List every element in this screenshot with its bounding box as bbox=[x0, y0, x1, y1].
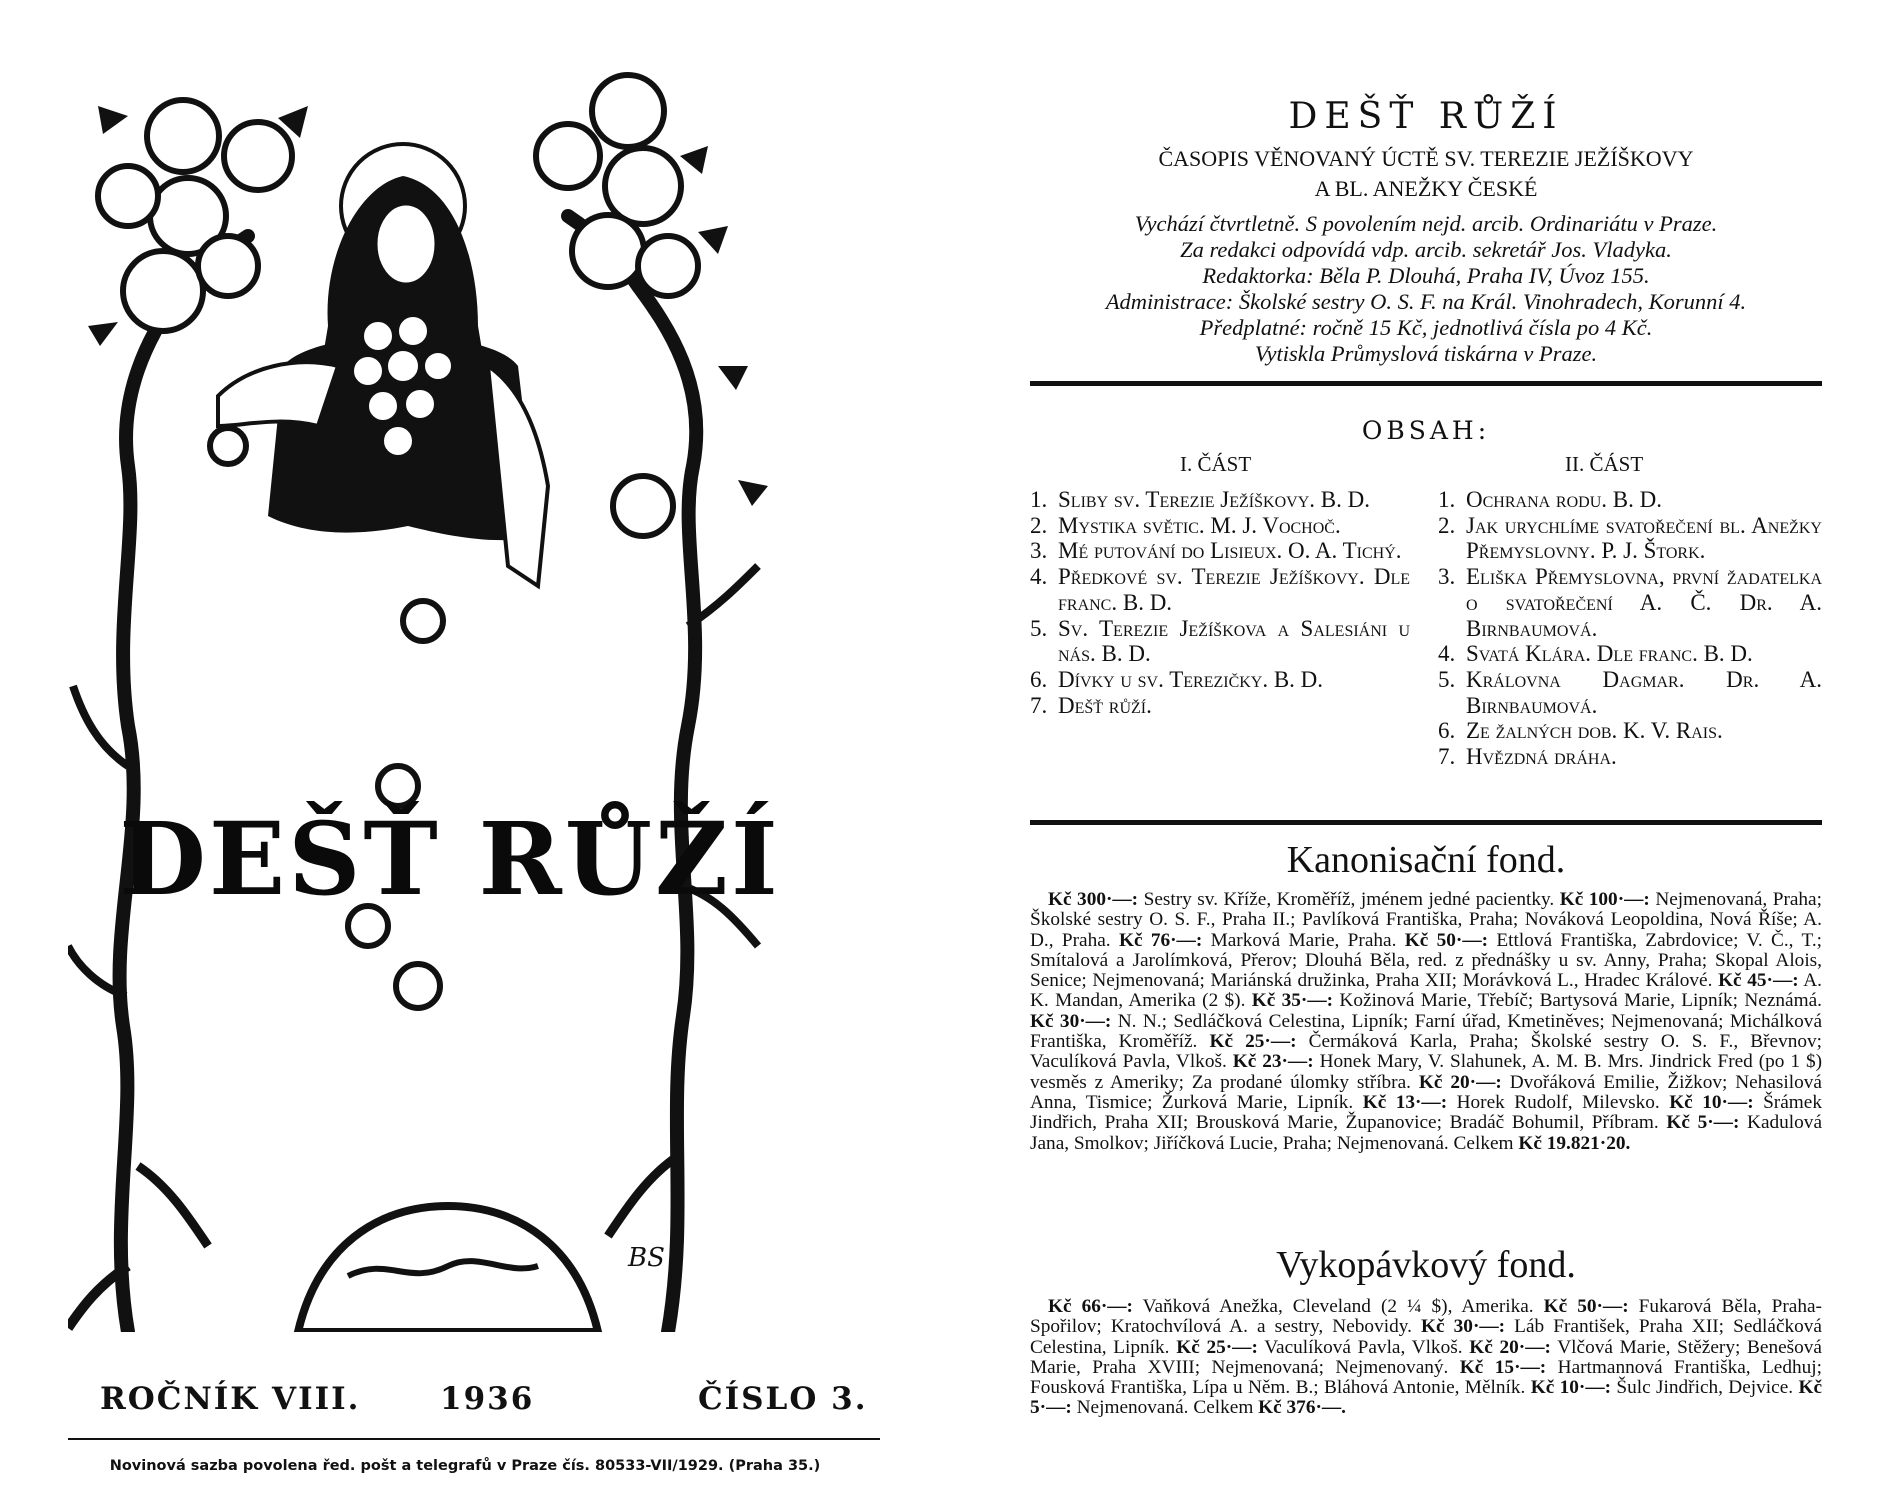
imprint-line: Vychází čtvrtletně. S povolením nejd. arcib. Ordinariátu v Praze. bbox=[1134, 211, 1718, 236]
donor-list: Ettlová Františka, Zabrdovice; V. Č., T.; Smítalová a Jarolímková, Přerov; Dlouhá Běla, red. z přednášky u sv. Anny, Praha; Skopal Alois, Senice; Nejmenovaná; Mariánská družinka, Praha XII; Morávková L., Hradec Králové. bbox=[1030, 929, 1822, 992]
donor-list: Honek Mary, V. Slahunek, A. M. B. Mrs. Jindrick Fred (po 1 $) vesměs z Ameriky; Za prodané úlomky stříbra. bbox=[1030, 1051, 1823, 1093]
toc-item bbox=[1030, 564, 1410, 615]
donation-amount: Kč 30·—: bbox=[1030, 1010, 1112, 1032]
toc-number: 4. bbox=[1438, 641, 1456, 667]
donor-list: Vlčová Marie, Stěžery; Benešová Marie, Praha XVIII; Nejmenovaná; Nejmenovaný. bbox=[1030, 1336, 1822, 1378]
part-1-list bbox=[1030, 487, 1410, 718]
toc-number: 5. bbox=[1030, 615, 1048, 641]
donor-list: Horek Rudolf, Milevsko. bbox=[1456, 1091, 1660, 1113]
donation-amount: Kč 50·—: bbox=[1404, 929, 1489, 951]
toc-item bbox=[1030, 487, 1410, 513]
donor-list: Marková Marie, Praha. bbox=[1210, 929, 1397, 951]
toc-title: Sliby sv. Terezie Ježíškovy. B. D. bbox=[1058, 487, 1370, 512]
toc-number: 1. bbox=[1030, 487, 1048, 512]
volume-label: ROČNÍK VIII. bbox=[100, 1381, 361, 1417]
year-label: 1936 bbox=[440, 1381, 535, 1417]
toc-item bbox=[1438, 744, 1822, 770]
donation-amount: Kč 35·—: bbox=[1251, 990, 1334, 1012]
toc-number: 3. bbox=[1438, 564, 1456, 590]
donor-list: Kožinová Marie, Třebíč; Bartysová Marie, Lipník; Neznámá. bbox=[1339, 990, 1822, 1012]
cover-title: DEŠŤ RŮŽÍ bbox=[119, 800, 781, 918]
contents-heading: OBSAH: bbox=[1361, 416, 1491, 445]
toc-title: Dívky u sv. Terezičky. B. D. bbox=[1058, 666, 1324, 692]
toc-number: 4. bbox=[1030, 564, 1048, 590]
toc-title: Ochrana rodu. B. D. bbox=[1466, 487, 1662, 512]
imprint-line: Předplatné: ročně 15 Kč, jednotlivá čísla po 4 Kč. bbox=[1199, 315, 1653, 340]
donor-list: N. N.; Sedláčková Celestina, Lipník; Farní úřad, Kmetiněves; Nejmenovaná; Michálková Františka, Kroměříž. bbox=[1030, 1010, 1822, 1053]
toc-title: Ze žalných dob. K. V. Rais. bbox=[1466, 718, 1723, 744]
total-label: Celkem bbox=[1193, 1397, 1254, 1419]
postal-note: Novinová sazba povolena řed. pošt a telegrafů v Praze čís. 80533-VII/1929. (Praha 35.) bbox=[109, 1458, 821, 1474]
toc-item bbox=[1030, 693, 1410, 719]
right-vine bbox=[568, 216, 696, 1332]
toc-title: Mystika světic. M. J. Vochoč. bbox=[1058, 512, 1341, 538]
donor-list: Nejmenovaná. bbox=[1076, 1397, 1189, 1419]
cover-divider bbox=[68, 1438, 880, 1440]
toc-item bbox=[1438, 641, 1822, 667]
toc-item bbox=[1030, 513, 1410, 539]
toc-title: Jak urychlíme svatořečení bl. Anežky Přemyslovny. P. J. Štork. bbox=[1466, 512, 1822, 564]
donation-amount: Kč 25·—: bbox=[1209, 1031, 1297, 1053]
part-2-heading: II. ČÁST bbox=[1565, 452, 1644, 476]
section-divider bbox=[1030, 381, 1822, 386]
toc-title: Svatá Klára. Dle franc. B. D. bbox=[1466, 641, 1753, 667]
donor-list: Vaculíková Pavla, Vlkoš. bbox=[1264, 1336, 1463, 1358]
saint-figure bbox=[218, 144, 548, 586]
toc-number: 7. bbox=[1030, 692, 1048, 718]
donation-amount: Kč 100·—: bbox=[1559, 889, 1650, 910]
donation-amount: Kč 20·—: bbox=[1469, 1336, 1551, 1358]
part-2-list bbox=[1438, 487, 1822, 770]
imprint-block bbox=[1030, 211, 1822, 367]
toc-item bbox=[1030, 538, 1410, 564]
imprint-line: Vytiskla Průmyslová tiskárna v Praze. bbox=[1254, 341, 1598, 366]
toc-title: Sv. Terezie Ježíškova a Salesiáni u nás. B. D. bbox=[1058, 615, 1410, 667]
toc-title: Mé putování do Lisieux. O. A. Tichý. bbox=[1058, 538, 1402, 564]
donor-list: Sestry sv. Kříže, Kroměříž, jménem jedné pacientky. bbox=[1143, 889, 1555, 910]
donation-amount: Kč 45·—: bbox=[1718, 970, 1799, 992]
donation-amount: Kč 300·—: bbox=[1048, 889, 1139, 910]
toc-item bbox=[1030, 667, 1410, 693]
donor-list: Čermáková Karla, Praha; Školské sestry O. S. F., Břevnov; Vaculíková Pavla, Vlkoš. bbox=[1030, 1031, 1822, 1073]
issue-number-label: ČÍSLO 3. bbox=[698, 1381, 868, 1417]
toc-number: 6. bbox=[1030, 666, 1048, 692]
donation-amount: Kč 5·—: bbox=[1666, 1112, 1740, 1134]
cover-illustration bbox=[68, 66, 888, 1332]
toc-title: Dešť růží. bbox=[1058, 692, 1152, 718]
donation-amount: Kč 10·—: bbox=[1669, 1091, 1754, 1113]
toc-item bbox=[1030, 616, 1410, 667]
donation-amount: Kč 25·—: bbox=[1176, 1336, 1258, 1358]
toc-item bbox=[1438, 487, 1822, 513]
donor-list: Kadulová Jana, Smolkov; Jiříčková Lucie, Praha; Nejmenovaná. bbox=[1030, 1112, 1823, 1154]
toc-number: 1. bbox=[1438, 487, 1456, 512]
toc-title: Předkové sv. Terezie Ježíškovy. Dle franc. B. D. bbox=[1058, 564, 1410, 615]
donor-list: A. K. Mandan, Amerika (2 $). bbox=[1030, 970, 1822, 1012]
donation-amount: Kč 20·—: bbox=[1418, 1071, 1502, 1093]
total-amount: Kč 376·—. bbox=[1258, 1397, 1346, 1419]
donation-amount: Kč 30·—: bbox=[1421, 1316, 1506, 1338]
masthead-subtitle-2: A BL. ANEŽKY ČESKÉ bbox=[1314, 176, 1538, 201]
donation-amount: Kč 15·—: bbox=[1459, 1356, 1547, 1378]
toc-number: 6. bbox=[1438, 718, 1456, 744]
masthead-title: DEŠŤ RŮŽÍ bbox=[1288, 96, 1564, 137]
toc-title: Eliška Přemyslovna, první žadatelka o svatořečení A. Č. Dr. A. Birnbaumová. bbox=[1466, 564, 1822, 641]
excavation-fund-list bbox=[1030, 1297, 1822, 1419]
donation-amount: Kč 13·—: bbox=[1362, 1091, 1448, 1113]
donor-list: Fukarová Běla, Praha-Spořilov; Kratochvílová A. a sestry, Nebovidy. bbox=[1030, 1296, 1822, 1338]
donation-amount: Kč 5·—: bbox=[1030, 1377, 1823, 1419]
donor-list: Láb František, Praha XII; Sedláčková Celestina, Lipník. bbox=[1030, 1316, 1822, 1358]
donation-amount: Kč 23·—: bbox=[1232, 1051, 1314, 1073]
part-1-heading: I. ČÁST bbox=[1180, 452, 1252, 476]
excavation-fund-heading: Vykopávkový fond. bbox=[1276, 1244, 1576, 1286]
imprint-line: Redaktorka: Běla P. Dlouhá, Praha IV, Úvoz 155. bbox=[1202, 263, 1650, 288]
canonization-fund-list bbox=[1030, 890, 1822, 1154]
toc-number: 2. bbox=[1030, 512, 1048, 538]
toc-title: Královna Dagmar. Dr. A. Birnbaumová. bbox=[1466, 666, 1822, 718]
toc-number: 3. bbox=[1030, 538, 1048, 564]
donation-amount: Kč 76·—: bbox=[1118, 929, 1203, 951]
canonization-fund-heading: Kanonisační fond. bbox=[1286, 839, 1566, 881]
toc-item bbox=[1438, 667, 1822, 718]
imprint-line: Administrace: Školské sestry O. S. F. na Král. Vinohradech, Korunní 4. bbox=[1105, 289, 1747, 314]
total-label: Celkem bbox=[1453, 1132, 1514, 1154]
toc-number: 2. bbox=[1438, 512, 1456, 538]
section-divider bbox=[1030, 820, 1822, 825]
donation-amount: Kč 10·—: bbox=[1530, 1377, 1612, 1399]
toc-title: Hvězdná dráha. bbox=[1466, 744, 1617, 770]
toc-number: 5. bbox=[1438, 666, 1456, 692]
donation-amount: Kč 66·—: bbox=[1048, 1296, 1133, 1317]
masthead-subtitle-1: ČASOPIS VĚNOVANÝ ÚCTĚ SV. TEREZIE JEŽÍŠKOVY bbox=[1158, 146, 1694, 171]
donor-list: Šulc Jindřich, Dejvice. bbox=[1616, 1377, 1794, 1399]
donor-list: Hartmannová Františka, Ledhuj; Fousková Františka, Lípa u Něm. B.; Bláhová Antonie, Mělník. bbox=[1030, 1356, 1822, 1399]
donor-list: Šrámek Jindřich, Praha XII; Brousková Marie, Županovice; Bradáč Bohumil, Příbram. bbox=[1030, 1091, 1822, 1134]
total-amount: Kč 19.821·20. bbox=[1518, 1132, 1631, 1154]
imprint-line: Za redakci odpovídá vdp. arcib. sekretář Jos. Vladyka. bbox=[1180, 237, 1672, 262]
artist-monogram: BS bbox=[628, 1243, 665, 1273]
contents-page bbox=[1030, 0, 1822, 1500]
donor-list: Vaňková Anežka, Cleveland (2 ¼ $), Amerika. bbox=[1142, 1296, 1534, 1317]
toc-item bbox=[1438, 718, 1822, 744]
toc-number: 7. bbox=[1438, 744, 1456, 770]
donation-amount: Kč 50·—: bbox=[1543, 1296, 1629, 1317]
toc-item bbox=[1438, 513, 1822, 564]
donor-list: Dvořáková Emilie, Žižkov; Nehasilová Anna, Tismice; Žurková Marie, Lipník. bbox=[1030, 1071, 1822, 1113]
cover-page bbox=[0, 0, 900, 1500]
toc-item bbox=[1438, 564, 1822, 641]
donor-list: Nejmenovaná, Praha; Školské sestry O. S. F., Praha II.; Pavlíková Františka, Praha; Nováková Leopoldina, Nová Říše; A. D., Praha. bbox=[1030, 889, 1822, 951]
